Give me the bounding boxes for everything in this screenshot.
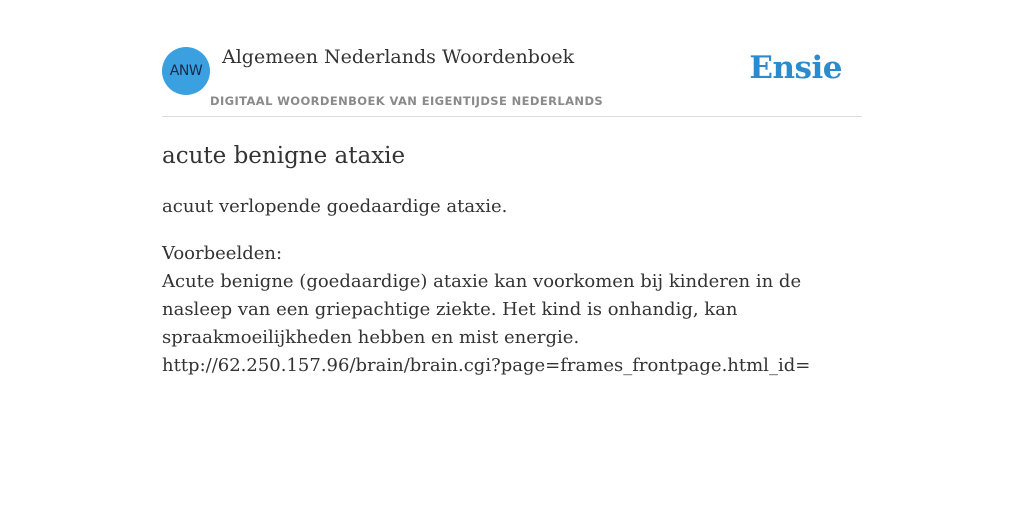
- site-title[interactable]: Algemeen Nederlands Woordenboek: [222, 46, 575, 68]
- example-source: http://62.250.157.96/brain/brain.cgi?page=frames_frontpage.html_id=: [162, 355, 811, 376]
- site-header: [162, 0, 862, 117]
- examples-label: Voorbeelden:: [162, 243, 283, 264]
- entry-examples: [162, 240, 862, 380]
- example-text: Acute benigne (goedaardige) ataxie kan voorkomen bij kinderen in de nasleep van een griepachtige ziekte. Het kind is onhandig, kan spraakmoeilijkheden hebben en mist energie.: [162, 271, 802, 348]
- entry-definition: acuut verlopende goedaardige ataxie.: [162, 196, 508, 217]
- anw-logo[interactable]: ANW: [162, 47, 210, 95]
- entry-headword: acute benigne ataxie: [162, 143, 406, 169]
- site-subtitle: DIGITAAL WOORDENBOEK VAN EIGENTIJDSE NEDERLANDS: [210, 94, 604, 108]
- ensie-logo[interactable]: Ensie: [749, 50, 842, 86]
- page-container: [162, 0, 862, 380]
